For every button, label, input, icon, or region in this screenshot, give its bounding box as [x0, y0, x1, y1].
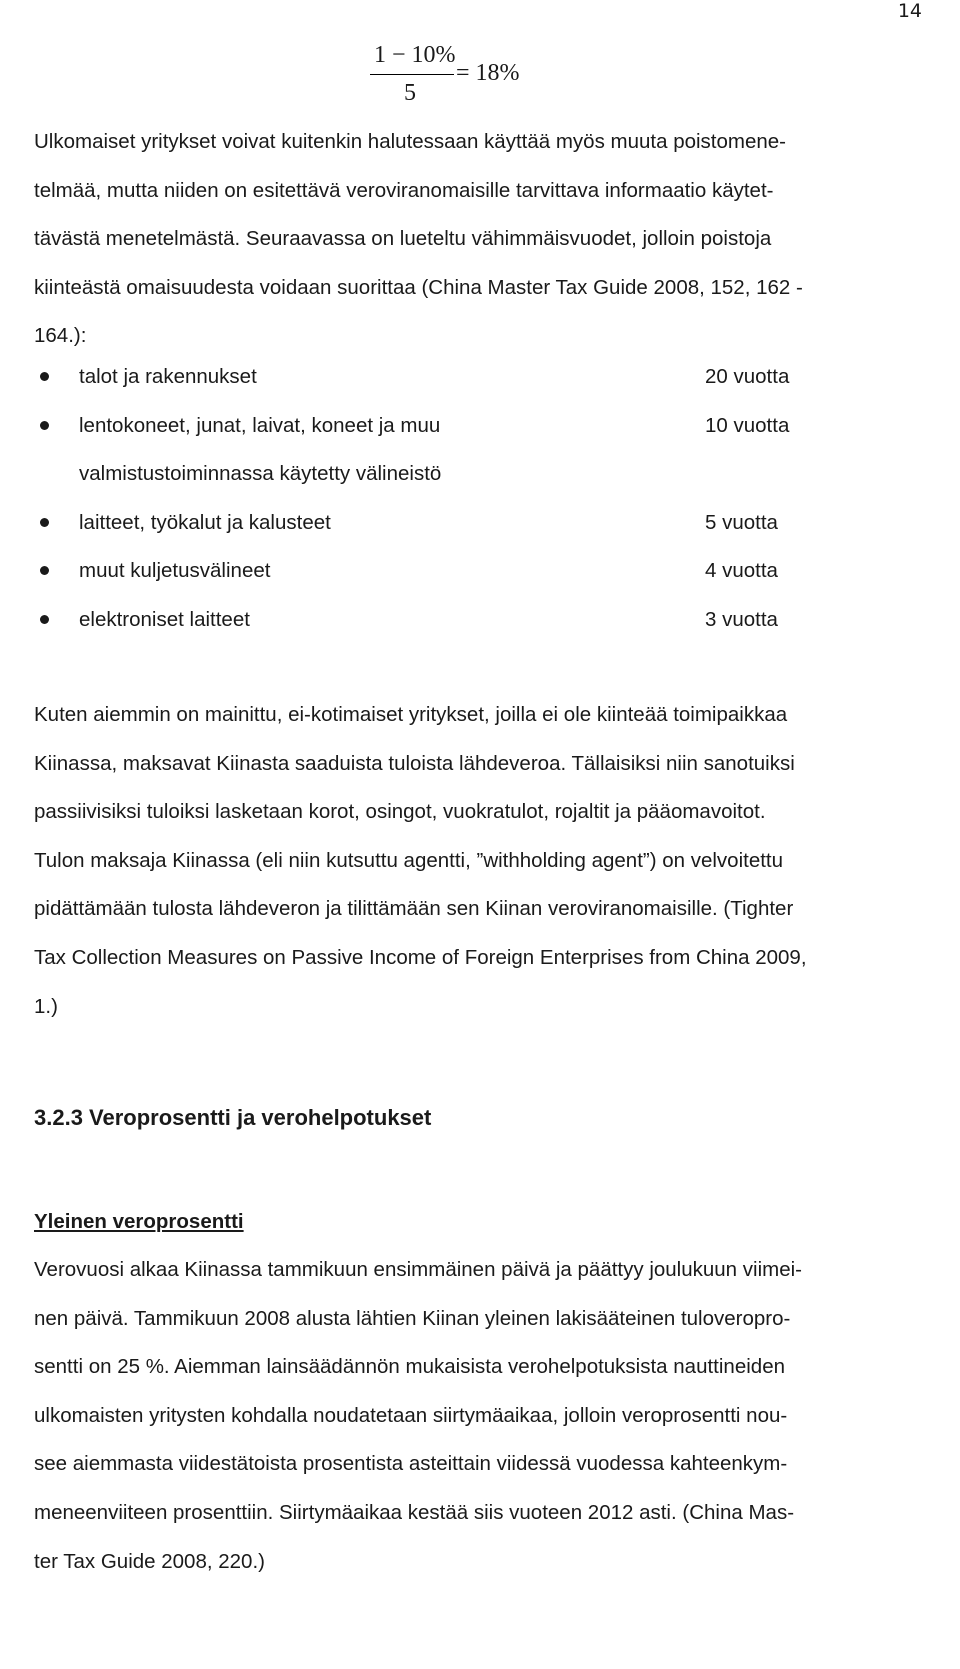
- text-line: Verovuosi alkaa Kiinassa tammikuun ensimmäinen päivä ja päättyy joulukuun viimei-: [34, 1258, 802, 1281]
- text-line: ter Tax Guide 2008, 220.): [34, 1549, 265, 1573]
- paragraph-depreciation-methods: [34, 118, 934, 361]
- formula-denominator: 5: [404, 80, 416, 106]
- text-line: Tulon maksaja Kiinassa (eli niin kutsuttu agentti, ”withholding agent”) on velvoitettu: [34, 848, 784, 872]
- text-line: nen päivä. Tammikuun 2008 alusta lähtien Kiinan yleinen lakisääteinen tuloveropro-: [34, 1306, 791, 1330]
- list-item-value: 3 vuotta: [705, 607, 778, 631]
- section-heading: 3.2.3 Veroprosentti ja verohelpotukset: [34, 1105, 432, 1130]
- bullet-icon: [40, 566, 49, 575]
- list-item-value: 10 vuotta: [705, 413, 790, 437]
- paragraph-withholding-tax: [34, 691, 934, 1031]
- list-item-label: muut kuljetusvälineet: [79, 559, 271, 583]
- formula-fraction-bar: [370, 74, 454, 75]
- formula-numerator: 1 − 10%: [374, 42, 456, 68]
- bullet-icon: [40, 372, 49, 381]
- text-line: 164.):: [34, 324, 87, 348]
- text-line: meneenviiteen prosenttiin. Siirtymäaikaa kestää siis vuoteen 2012 asti. (China Mas-: [34, 1500, 795, 1524]
- depreciation-period-list: [34, 353, 934, 645]
- depreciation-formula: [366, 38, 566, 110]
- list-item: [34, 499, 934, 548]
- list-item: [34, 596, 934, 645]
- list-item-value: 5 vuotta: [705, 510, 778, 534]
- list-item: [34, 547, 934, 596]
- text-line: Kuten aiemmin on mainittu, ei-kotimaiset yritykset, joilla ei ole kiinteää toimipaikkaa: [34, 703, 788, 726]
- list-item-label: laitteet, työkalut ja kalusteet: [79, 510, 331, 534]
- list-item: [34, 353, 934, 402]
- text-line: Kiinassa, maksavat Kiinasta saaduista tuloista lähdeveroa. Tällaisiksi niin sanotuiksi: [34, 751, 795, 775]
- text-line: Ulkomaiset yritykset voivat kuitenkin halutessaan käyttää myös muuta poistomene-: [34, 130, 787, 153]
- text-line: passiivisiksi tuloiksi lasketaan korot, osingot, vuokratulot, rojaltit ja pääomavoitot.: [34, 800, 766, 824]
- list-item-label: elektroniset laitteet: [79, 607, 250, 631]
- list-item-value: 4 vuotta: [705, 559, 778, 583]
- paragraph-general-tax-rate: [34, 1246, 934, 1586]
- bullet-icon: [40, 421, 49, 430]
- text-line: kiinteästä omaisuudesta voidaan suorittaa (China Master Tax Guide 2008, 152, 162 -: [34, 275, 803, 299]
- text-line: telmää, mutta niiden on esitettävä veroviranomaisille tarvittava informaatio käytet-: [34, 178, 774, 202]
- bullet-icon: [40, 615, 49, 624]
- list-item: [34, 402, 934, 499]
- formula-result: = 18%: [456, 60, 520, 86]
- list-item-label: talot ja rakennukset: [79, 365, 257, 388]
- list-item-value: 20 vuotta: [705, 365, 790, 388]
- text-line: 1.): [34, 994, 58, 1018]
- subsection-heading: Yleinen veroprosentti: [34, 1210, 244, 1233]
- text-line: ulkomaisten yritysten kohdalla noudatetaan siirtymäaikaa, jolloin veroprosentti nou-: [34, 1403, 788, 1427]
- text-line: tävästä menetelmästä. Seuraavassa on lueteltu vähimmäisvuodet, jolloin poistoja: [34, 227, 772, 251]
- page-number: 14: [897, 0, 922, 22]
- bullet-icon: [40, 518, 49, 527]
- text-line: see aiemmasta viidestätoista prosentista asteittain viidessä vuodessa kahteenkym-: [34, 1452, 788, 1476]
- text-line: pidättämään tulosta lähdeveron ja tilittämään sen Kiinan veroviranomaisille. (Tighter: [34, 897, 794, 921]
- text-line: Tax Collection Measures on Passive Income of Foreign Enterprises from China 2009,: [34, 945, 807, 969]
- text-line: sentti on 25 %. Aiemman lainsäädännön mukaisista verohelpotuksista nauttineiden: [34, 1355, 785, 1379]
- list-item-label: lentokoneet, junat, laivat, koneet ja muu valmistustoiminnassa käytetty välineistö: [79, 413, 442, 486]
